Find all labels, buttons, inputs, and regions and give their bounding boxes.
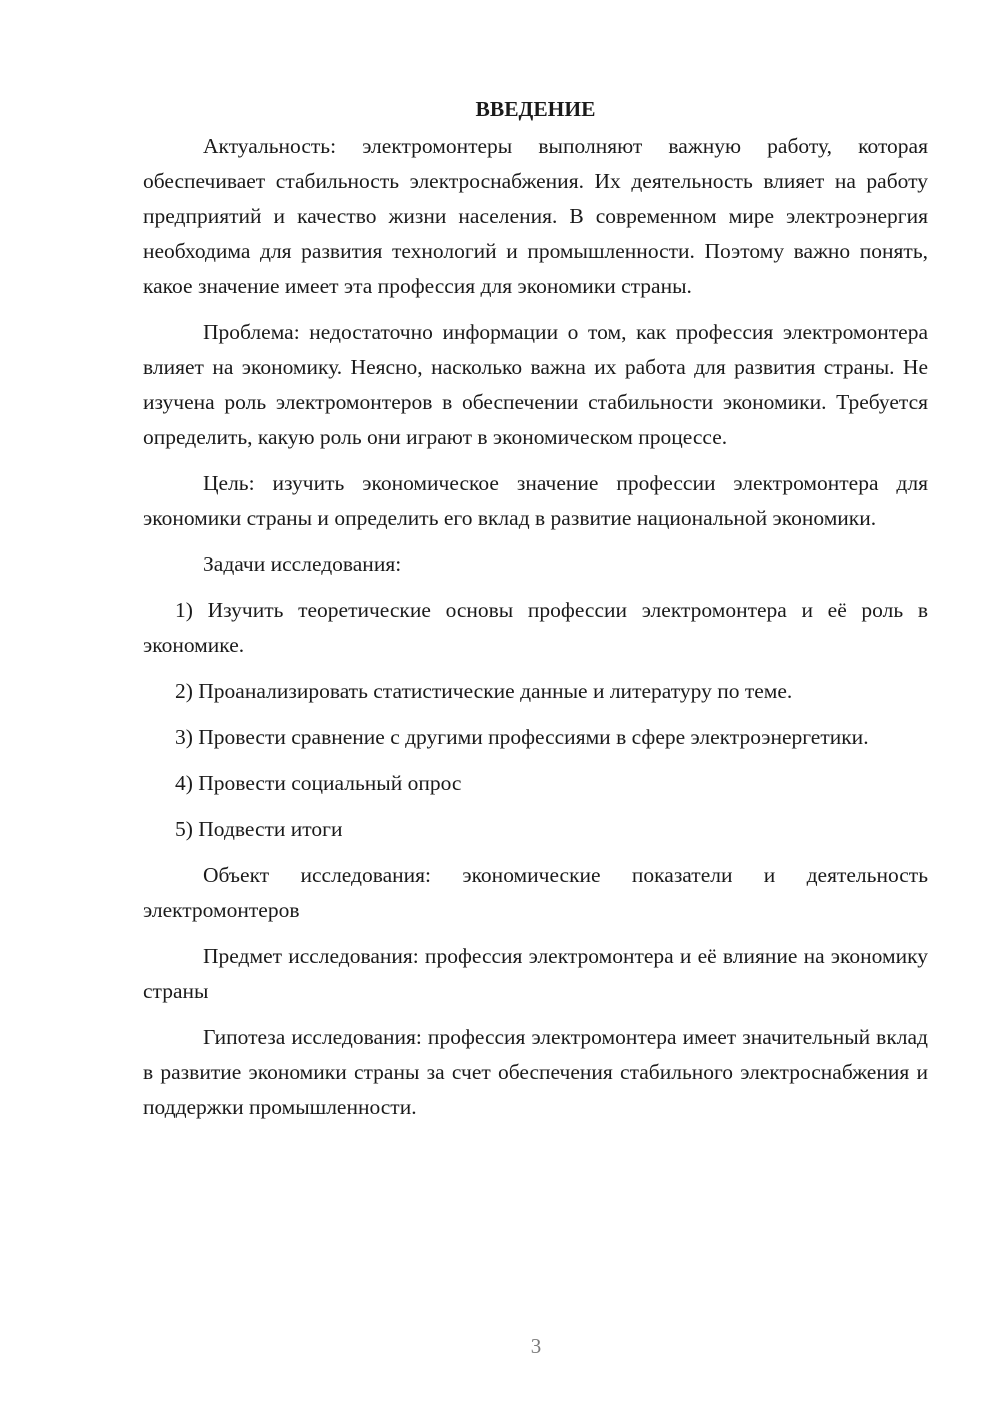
page-title: ВВЕДЕНИЕ — [475, 97, 596, 121]
tasks-heading: Задачи исследования: — [203, 552, 402, 576]
task-item: 4) Провести социальный опрос — [175, 771, 462, 795]
subject-paragraph: Предмет исследования: профессия электромонтера и её влияние на экономику страны — [143, 944, 928, 1003]
document-body — [143, 92, 928, 1125]
object-paragraph: Объект исследования: экономические показатели и деятельность электромонтеров — [143, 863, 928, 922]
page-number: 3 — [530, 1334, 542, 1358]
goal-paragraph: Цель: изучить экономическое значение профессии электромонтера для экономики страны и определить его вклад в развитие национальной экономики. — [143, 471, 928, 530]
hypothesis-paragraph: Гипотеза исследования: профессия электромонтера имеет значительный вклад в развитие экономики страны за счет обеспечения стабильного электроснабжения и поддержки промышленности. — [143, 1025, 928, 1119]
task-item: 1) Изучить теоретические основы профессии электромонтера и её роль в экономике. — [143, 598, 928, 657]
task-item: 3) Провести сравнение с другими профессиями в сфере электроэнергетики. — [175, 725, 869, 749]
relevance-paragraph: Актуальность: электромонтеры выполняют важную работу, которая обеспечивает стабильность электроснабжения. Их деятельность влияет на работу предприятий и качество жизни населения. В современном мире электроэнергия необходима для развития технологий и промышленности. Поэтому важно понять, какое значение имеет эта профессия для экономики страны. — [143, 134, 928, 298]
task-item: 2) Проанализировать статистические данные и литературу по теме. — [175, 679, 793, 703]
problem-paragraph: Проблема: недостаточно информации о том, как профессия электромонтера влияет на экономику. Неясно, насколько важна их работа для развития страны. Не изучена роль электромонтеров в обеспечении стабильности экономики. Требуется определить, какую роль они играют в экономическом процессе. — [143, 320, 928, 449]
task-item: 5) Подвести итоги — [175, 817, 343, 841]
